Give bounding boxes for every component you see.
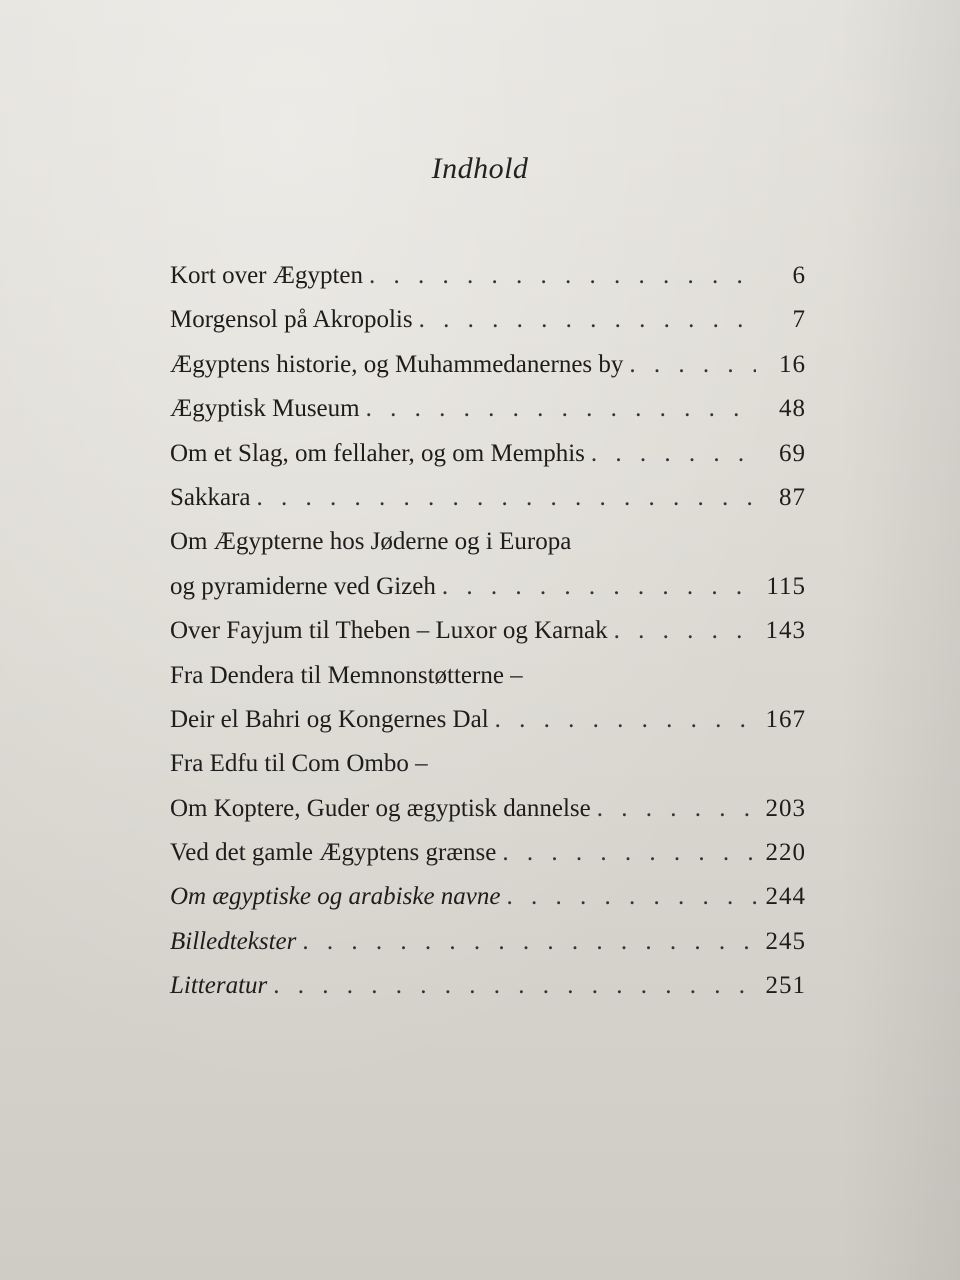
- toc-entry-page: 87: [779, 483, 806, 511]
- toc-entry-label: Fra Edfu til Com Ombo –: [170, 750, 428, 778]
- toc-entry-label: Kort over Ægypten: [170, 262, 364, 289]
- toc-entry-page: 203: [765, 794, 806, 822]
- toc-entry: [170, 573, 806, 617]
- toc-entry-label: Sakkara: [170, 483, 251, 511]
- leader-dots: [302, 928, 755, 956]
- toc-entry: [170, 883, 806, 927]
- toc-entry-label: Om Ægypterne hos Jøderne og i Europa: [170, 528, 572, 556]
- toc-entry-label: Deir el Bahri og Kongernes Dal: [170, 705, 489, 733]
- table-of-contents: [170, 262, 806, 1017]
- leader-dots: [502, 839, 755, 867]
- toc-entry-page: 244: [765, 883, 806, 911]
- toc-entry-label: Over Fayjum til Theben – Luxor og Karnak: [170, 617, 608, 645]
- toc-entry: [170, 395, 806, 439]
- toc-entry-label: Litteratur: [170, 972, 268, 1000]
- toc-entry: [170, 839, 806, 883]
- toc-entry-label: Om et Slag, om fellaher, og om Memphis: [170, 439, 585, 467]
- toc-entry: [170, 750, 806, 794]
- toc-entry: [170, 972, 806, 1016]
- leader-dots: [419, 306, 756, 334]
- toc-entry: [170, 662, 806, 706]
- toc-entry-label: Om Koptere, Guder og ægyptisk dannelse: [170, 794, 591, 822]
- leader-dots: [273, 972, 755, 1000]
- toc-entry: [170, 706, 806, 750]
- toc-entry: [170, 617, 806, 661]
- toc-entry-label: Billedtekster: [170, 927, 297, 955]
- leader-dots: [366, 395, 756, 423]
- leader-dots: [495, 706, 756, 734]
- toc-entry-page: 6: [792, 262, 806, 289]
- toc-entry-page: 115: [766, 572, 806, 600]
- leader-dots: [614, 617, 756, 645]
- toc-entry-page: 245: [765, 927, 806, 955]
- toc-entry-page: 7: [792, 306, 806, 334]
- toc-entry-page: 251: [765, 972, 806, 1000]
- toc-entry: [170, 795, 806, 839]
- page-title: Indhold: [431, 152, 529, 185]
- toc-entry-label: Ægyptens historie, og Muhammedanernes by: [170, 350, 624, 378]
- toc-entry-label: Fra Dendera til Memnonstøtterne –: [170, 661, 523, 689]
- leader-dots: [591, 440, 756, 468]
- toc-entry-page: 143: [765, 617, 806, 645]
- toc-entry-page: 16: [779, 350, 806, 378]
- toc-entry-label: Morgensol på Akropolis: [170, 306, 413, 334]
- toc-entry: [170, 306, 806, 350]
- toc-entry: [170, 440, 806, 484]
- leader-dots: [442, 573, 756, 601]
- leader-dots: [257, 484, 756, 512]
- leader-dots: [506, 883, 755, 911]
- toc-entry: [170, 262, 806, 306]
- toc-entry: [170, 484, 806, 528]
- toc-entry: [170, 351, 806, 395]
- page-shadow: [840, 0, 960, 1280]
- leader-dots: [629, 351, 756, 379]
- toc-entry: [170, 528, 806, 572]
- leader-dots: [369, 262, 756, 290]
- toc-entry-label: Om ægyptiske og arabiske navne: [170, 883, 501, 911]
- toc-entry-page: 220: [765, 839, 806, 867]
- toc-entry-page: 48: [779, 395, 806, 423]
- toc-entry-label: og pyramiderne ved Gizeh: [170, 572, 436, 600]
- leader-dots: [597, 795, 756, 823]
- toc-entry-page: 69: [779, 439, 806, 467]
- toc-entry-page: 167: [765, 705, 806, 733]
- toc-entry: [170, 928, 806, 972]
- toc-entry-label: Ægyptisk Museum: [170, 395, 360, 423]
- toc-entry-label: Ved det gamle Ægyptens grænse: [170, 839, 497, 867]
